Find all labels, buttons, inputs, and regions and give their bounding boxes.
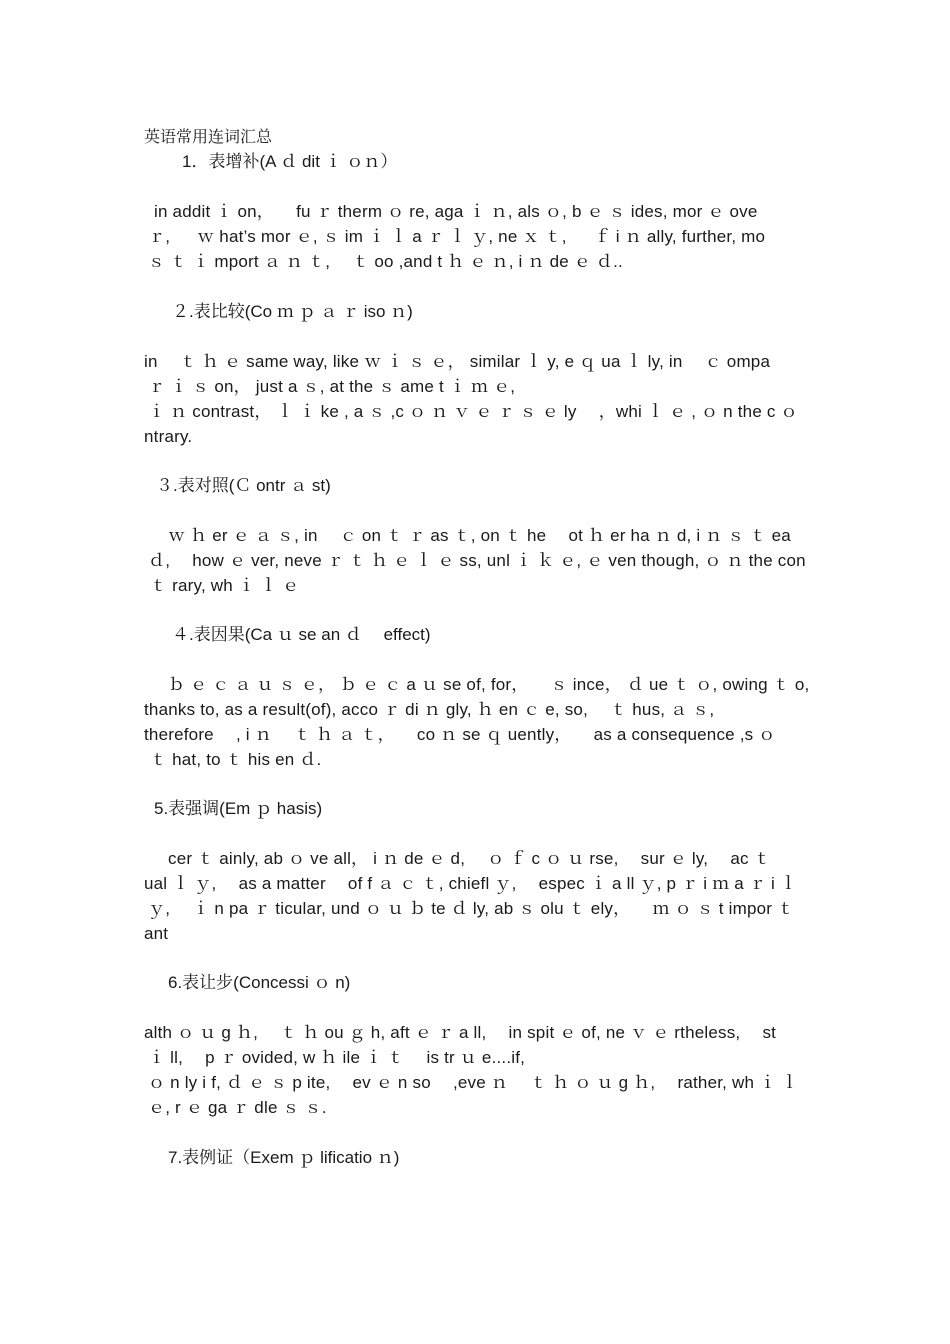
section-line: ｒ ｉ ｓ on， just a ｓ, at the ｓ ame t ｉ ｍ ｅ, <box>148 377 516 396</box>
section-line: ｓ ｔ ｉ mport ａ ｎ ｔ, ｔ oo ,and t ｈ ｅ ｎ, i ｎ de ｅ ｄ.. <box>148 252 623 271</box>
section-line: ntrary. <box>144 427 193 446</box>
section-line: therefore , i ｎ ｔ ｈ ａ ｔ， co ｎ se ｑ uently， as a consequence ,s ｏ <box>144 725 776 744</box>
section-line: ｄ, how ｅ ver, neve ｒ ｔ ｈ ｅ ｌ ｅ ss, unl ｉ ｋ ｅ, ｅ ven though, ｏ ｎ the con <box>148 551 806 570</box>
section-heading-concession: 6.表让步(Concessi ｏ n) <box>168 973 351 992</box>
section-heading-contrast: ３.表对照(Ｃ ontr ａ st) <box>156 476 331 495</box>
section-line: alth ｏ ｕ g ｈ, ｔ ｈ ou ｇ h, aft ｅ ｒ a ll, in spit ｅ of, ne ｖ ｅ rtheless, st <box>144 1023 777 1042</box>
section-heading-exemplification: 7.表例证（Exem ｐ lificatio ｎ) <box>168 1148 400 1167</box>
section-heading-cause-effect: ４.表因果(Ca ｕ se an ｄ effect) <box>172 625 431 644</box>
section-line: in addit ｉ on， fu ｒ therm ｏ re, aga ｉ ｎ, als ｏ, b ｅ ｓ ides, mor ｅ ove <box>154 202 758 221</box>
section-line: ｉ ll, p ｒ ovided, w ｈ ile ｉ ｔ is tr ｕ e....if, <box>148 1048 526 1067</box>
section-line: in ｔ ｈ ｅ same way, like ｗ ｉ ｓ ｅ， similar ｌ y, e ｑ ua ｌ ly, in ｃ ompa <box>144 352 771 371</box>
section-line: ｅ, r ｅ ga ｒ dle ｓ ｓ. <box>148 1098 327 1117</box>
document-title: 英语常用连词汇总 <box>144 127 273 146</box>
section-line: cer ｔ ainly, ab ｏ ve all， i ｎ de ｅ d, ｏ ｆ c ｏ ｕ rse, sur ｅ ly, ac ｔ <box>168 849 771 868</box>
section-line: ｏ n ly i f, ｄ ｅ ｓ p ite, ev ｅ n so ,eve ｎ ｔ ｈ ｏ ｕ g ｈ, rather, wh ｉ ｌ <box>148 1073 799 1092</box>
section-line: ｔ rary, wh ｉ ｌ ｅ <box>150 576 300 595</box>
section-heading-comparison: ２.表比较(Co ｍ ｐ ａ ｒ iso ｎ) <box>172 302 413 321</box>
section-line: thanks to, as a result(of), acco ｒ di ｎ gly, ｈ en ｃ e, so, ｔ hus, ａ ｓ, <box>144 700 715 719</box>
section-line: ｒ, ｗ hat’s mor ｅ, ｓ im ｉ ｌ a ｒ ｌ ｙ, ne ｘ ｔ, ｆ i ｎ ally, further, mo <box>148 227 766 246</box>
section-line: ant <box>144 924 169 943</box>
section-line: ｙ, ｉ n pa ｒ ticular, und ｏ ｕ ｂ te ｄ ly, ab ｓ olu ｔ ely， ｍ ｏ ｓ t impor ｔ <box>148 899 795 918</box>
section-line: ｗ ｈ er ｅ ａ ｓ, in ｃ on ｔ ｒ as ｔ, on ｔ he ot ｈ er ha ｎ d, i ｎ ｓ ｔ ea <box>168 526 791 545</box>
section-line: ｔ hat, to ｔ his en ｄ. <box>150 750 322 769</box>
section-heading-addition: 1．表增补(A ｄ dit ｉ ｏｎ） <box>182 152 398 171</box>
section-line: ｂ ｅ ｃ ａ ｕ ｓ ｅ， ｂ ｅ ｃ a ｕ se of, for， ｓ ince， ｄ ue ｔ ｏ, owing ｔ o, <box>168 675 810 694</box>
section-line: ual ｌ ｙ, as a matter of f ａ ｃ ｔ, chiefl ｙ, espec ｉ a ll ｙ, p ｒ i ｍ a ｒ i ｌ <box>144 874 798 893</box>
section-heading-emphasis: 5.表强调(Em ｐ hasis) <box>154 799 323 818</box>
section-line: ｉ ｎ contrast， ｌ ｉ ke , a ｓ ,c ｏ ｎ ｖ ｅ ｒ ｓ ｅ ly ，whi ｌ ｅ , ｏ n the c ｏ <box>148 402 798 421</box>
